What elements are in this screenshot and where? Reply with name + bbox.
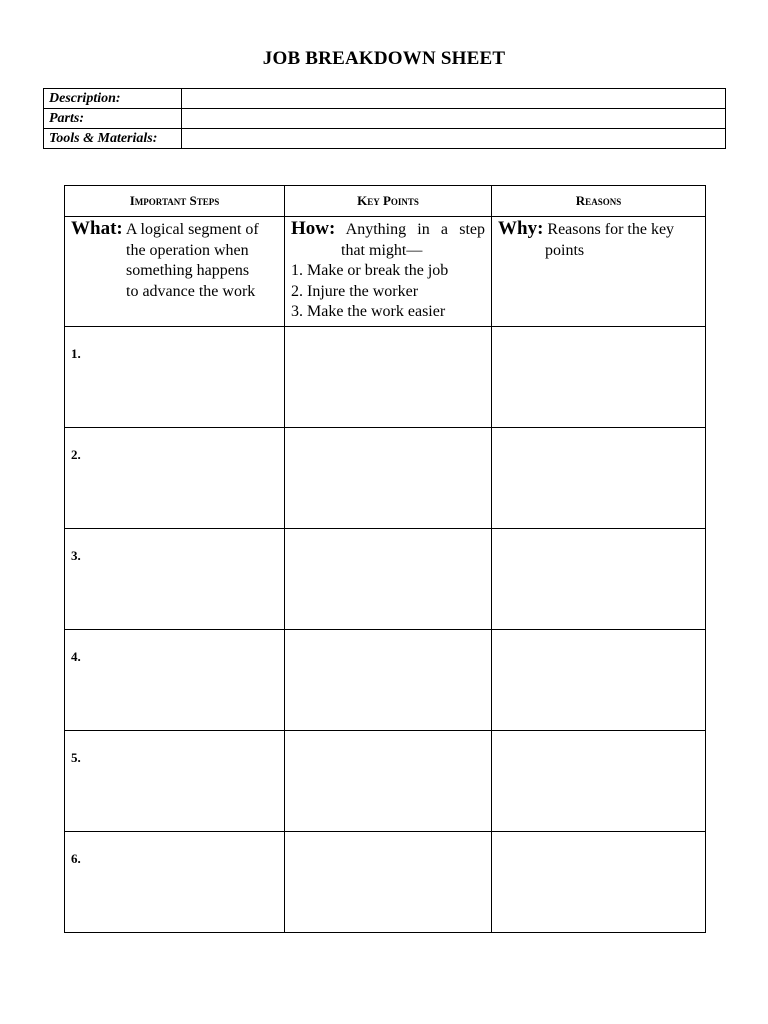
reason-3-cell[interactable] [492,529,706,630]
step-row-4 [65,630,706,731]
step-2-cell[interactable] [65,428,285,529]
parts-field[interactable] [182,109,726,129]
step-number: 2. [71,447,81,462]
key-point-4-cell[interactable] [285,630,492,731]
key-point-3-cell[interactable] [285,529,492,630]
how-item-2: 2. Injure the worker [291,282,419,300]
reason-6-cell[interactable] [492,832,706,933]
what-guide-cell [65,217,285,327]
why-text-line-1: Reasons for the key [547,221,675,238]
step-1-cell[interactable] [65,327,285,428]
step-row-5 [65,731,706,832]
key-point-2-cell[interactable] [285,428,492,529]
how-text-line-1: Anything in a step [345,221,485,238]
step-number: 3. [71,548,81,563]
job-info-table [43,88,726,149]
what-lead: What: [71,218,123,239]
reason-4-cell[interactable] [492,630,706,731]
description-field[interactable] [182,89,726,109]
tools-materials-field[interactable] [182,129,726,149]
what-text-line-1: A logical segment of [125,221,259,238]
key-point-6-cell[interactable] [285,832,492,933]
what-first-line [71,219,278,241]
step-5-cell[interactable] [65,731,285,832]
what-text-line-4: to advance the work [126,282,256,300]
description-label: Description: [44,89,182,109]
reason-5-cell[interactable] [492,731,706,832]
reason-1-cell[interactable] [492,327,706,428]
step-3-cell[interactable] [65,529,285,630]
step-number: 4. [71,649,81,664]
step-4-cell[interactable] [65,630,285,731]
key-point-5-cell[interactable] [285,731,492,832]
step-number: 5. [71,750,81,765]
how-first-line [291,219,485,241]
how-item-3: 3. Make the work easier [291,303,446,320]
step-row-2 [65,428,706,529]
guide-row [65,217,706,327]
step-row-1 [65,327,706,428]
parts-label: Parts: [44,109,182,129]
how-lead: How: [291,218,336,239]
step-number: 1. [71,346,81,361]
why-text-line-2: points [545,241,585,259]
key-point-1-cell[interactable] [285,327,492,428]
job-steps-table [64,185,706,933]
column-header-key-points: Key Points [285,186,492,217]
column-header-reasons: Reasons [492,186,706,217]
tools-materials-label: Tools & Materials: [44,129,182,149]
what-text-line-2: the operation when [126,241,249,259]
column-header-important-steps: Important Steps [65,186,285,217]
step-row-6 [65,832,706,933]
how-guide-cell [285,217,492,327]
page-title: JOB BREAKDOWN SHEET [262,48,506,69]
description-row [44,89,726,109]
what-text-line-3: something happens [126,262,250,279]
why-first-line [498,219,699,241]
header-row [65,186,706,217]
tools-materials-row [44,129,726,149]
parts-row [44,109,726,129]
how-item-1: 1. Make or break the job [291,262,449,279]
step-row-3 [65,529,706,630]
how-text-line-2: that might— [341,241,423,259]
why-lead: Why: [498,218,544,239]
step-number: 6. [71,851,81,866]
step-6-cell[interactable] [65,832,285,933]
why-guide-cell [492,217,706,327]
reason-2-cell[interactable] [492,428,706,529]
